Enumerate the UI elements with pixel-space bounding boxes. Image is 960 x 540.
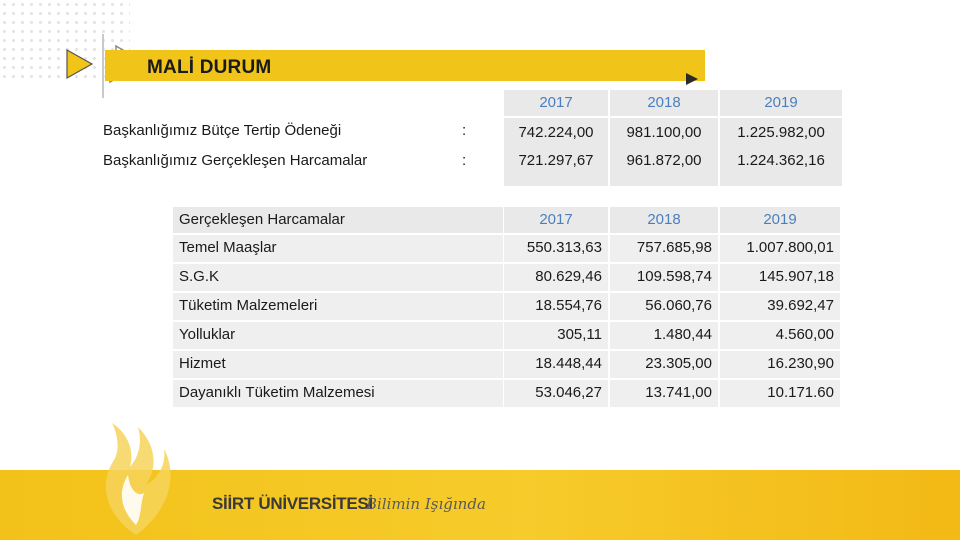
- summary-cell: 721.297,67: [504, 148, 608, 186]
- expenses-row-label: Tüketim Malzemeleri: [173, 293, 503, 320]
- expenses-cell: 1.480,44: [610, 322, 718, 349]
- expenses-cell: 23.305,00: [610, 351, 718, 378]
- title-arrow-icon: [686, 73, 698, 85]
- summary-cell: 1.224.362,16: [720, 148, 842, 186]
- summary-cell: 961.872,00: [610, 148, 718, 186]
- expenses-cell: 18.448,44: [504, 351, 608, 378]
- expenses-cell: 109.598,74: [610, 264, 718, 291]
- summary-cell: 981.100,00: [610, 118, 718, 148]
- expenses-cell: 18.554,76: [504, 293, 608, 320]
- expenses-row-label: Temel Maaşlar: [173, 235, 503, 262]
- summary-row-separator: :: [462, 122, 467, 139]
- expenses-cell: 80.629,46: [504, 264, 608, 291]
- expenses-row-label: Hizmet: [173, 351, 503, 378]
- expenses-row-label: Dayanıklı Tüketim Malzemesi: [173, 380, 503, 407]
- expenses-cell: 145.907,18: [720, 264, 840, 291]
- expenses-row-label: Yolluklar: [173, 322, 503, 349]
- expenses-cell: 10.171.60: [720, 380, 840, 407]
- university-slogan: Bilimin Işığında: [366, 495, 486, 513]
- summary-cell: 1.225.982,00: [720, 118, 842, 148]
- university-name: SİİRT ÜNİVERSİTESİ: [212, 494, 373, 513]
- expenses-cell: 1.007.800,01: [720, 235, 840, 262]
- summary-year-2018: 2018: [610, 90, 718, 116]
- summary-year-2019: 2019: [720, 90, 842, 116]
- summary-row-label: Başkanlığımız Bütçe Tertip Ödeneği: [103, 122, 342, 139]
- expenses-cell: 56.060,76: [610, 293, 718, 320]
- expenses-cell: 16.230,90: [720, 351, 840, 378]
- expenses-cell: 757.685,98: [610, 235, 718, 262]
- expenses-year-2017: 2017: [504, 207, 608, 233]
- expenses-year-2018: 2018: [610, 207, 718, 233]
- expenses-year-2019: 2019: [720, 207, 840, 233]
- expenses-cell: 53.046,27: [504, 380, 608, 407]
- expenses-cell: 39.692,47: [720, 293, 840, 320]
- expenses-cell: 550.313,63: [504, 235, 608, 262]
- expenses-cell: 4.560,00: [720, 322, 840, 349]
- expenses-cell: 13.741,00: [610, 380, 718, 407]
- summary-row-label: Başkanlığımız Gerçekleşen Harcamalar: [103, 152, 368, 169]
- summary-row-separator: :: [462, 152, 467, 169]
- flame-logo-icon: [96, 405, 176, 540]
- page-title: MALİ DURUM: [147, 57, 272, 78]
- expenses-row-label: S.G.K: [173, 264, 503, 291]
- expenses-cell: 305,11: [504, 322, 608, 349]
- summary-cell: 742.224,00: [504, 118, 608, 148]
- summary-year-2017: 2017: [504, 90, 608, 116]
- title-bar: [105, 50, 705, 81]
- expenses-header: Gerçekleşen Harcamalar: [173, 207, 503, 233]
